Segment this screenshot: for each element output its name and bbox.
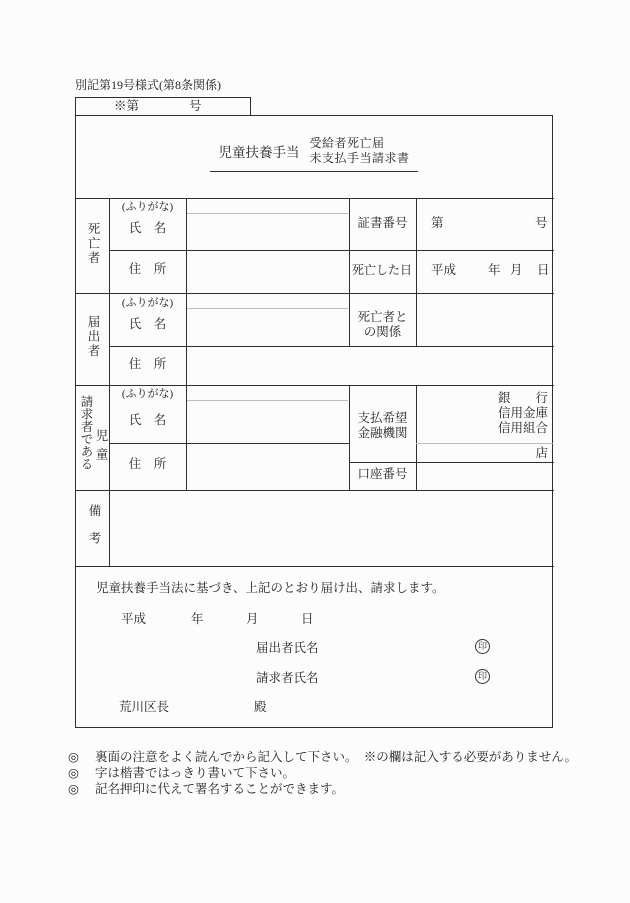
death-date-day: 日	[537, 263, 550, 277]
receipt-number-suffix: 号	[189, 99, 202, 113]
declaration-date-era: 平成	[121, 612, 147, 626]
notifier-name-label: 氏 名	[128, 317, 167, 331]
footer-note-3: ◎ 記名押印に代えて署名することができます。	[68, 782, 345, 796]
deceased-furigana-input[interactable]	[187, 199, 348, 212]
title-sub-top: 受給者死亡届	[309, 136, 385, 150]
notifier-signature-label: 届出者氏名	[256, 641, 319, 655]
deceased-furigana-label: (ふりがな)	[121, 201, 174, 213]
death-date-input[interactable]	[417, 251, 553, 292]
section-label-deceased: 死亡者	[86, 222, 100, 266]
bank-type-shinkin: 信用金庫	[497, 406, 548, 420]
notifier-furigana-input[interactable]	[187, 294, 348, 307]
footer-note-1: ◎ 裏面の注意をよく読んでから記入して下さい。 ※の欄は記入する必要がありません。	[68, 750, 578, 764]
addressee-dono: 殿	[254, 700, 267, 714]
declaration-date-input[interactable]	[136, 608, 296, 626]
claimant-address-input[interactable]	[187, 444, 348, 489]
double-circle-bullet: ◎	[68, 750, 79, 764]
receipt-number-box	[75, 97, 251, 116]
notifier-signature-input[interactable]	[326, 637, 471, 657]
title-sub	[309, 136, 409, 166]
receipt-number-prefix: ※第	[114, 99, 140, 113]
claimant-furigana-label: (ふりがな)	[121, 388, 174, 400]
bank-type-kumiai: 信用組合	[497, 421, 548, 435]
claimant-signature-label: 請求者氏名	[256, 671, 319, 685]
claimant-name-label: 氏 名	[128, 413, 167, 427]
death-date-month: 月	[510, 263, 523, 277]
title-sub-bottom: 未支払手当請求書	[309, 151, 410, 165]
addressee-label: 荒川区長	[119, 700, 170, 714]
deceased-name-label: 氏 名	[128, 221, 167, 235]
notifier-name-input[interactable]	[187, 309, 348, 345]
double-circle-bullet: ◎	[68, 766, 79, 780]
account-number-input[interactable]	[417, 463, 553, 489]
remarks-input[interactable]	[110, 491, 553, 565]
notifier-address-input[interactable]	[187, 347, 553, 384]
claimant-seal-mark: 印	[475, 669, 490, 684]
declaration-date-month: 月	[246, 612, 259, 626]
receipt-number-input[interactable]	[138, 99, 186, 115]
double-circle-bullet: ◎	[68, 782, 79, 796]
account-number-label: 口座番号	[357, 467, 408, 481]
death-date-year: 年	[488, 263, 501, 277]
notifier-address-label: 住 所	[128, 357, 167, 371]
grid-line	[76, 566, 554, 567]
deceased-address-label: 住 所	[128, 262, 167, 276]
relation-input[interactable]	[417, 294, 553, 345]
section-label-notifier: 届出者	[86, 315, 100, 359]
footer-note-2: ◎ 字は楷書ではっきり書いて下さい。	[68, 766, 296, 780]
declaration-statement: 児童扶養手当法に基づき、上記のとおり届け出、請求します。	[96, 581, 445, 595]
section-label-claimant: 請求者である	[79, 395, 93, 470]
claimant-name-input[interactable]	[187, 401, 348, 442]
declaration-date-year: 年	[191, 612, 204, 626]
bank-type-bank: 銀 行	[497, 391, 548, 405]
branch-label: 店	[535, 446, 548, 460]
notifier-seal-mark: 印	[475, 639, 490, 654]
deceased-address-input[interactable]	[187, 251, 348, 292]
form-title	[76, 136, 552, 172]
branch-name-input[interactable]	[417, 444, 517, 461]
form-code: 別記第19号様式(第8条関係)	[75, 78, 221, 92]
claimant-furigana-input[interactable]	[187, 386, 348, 399]
relation-label: 死亡者と の関係	[357, 310, 408, 339]
form-table	[75, 115, 553, 728]
claimant-signature-input[interactable]	[326, 667, 471, 687]
bank-wish-label: 支払希望 金融機関	[357, 411, 408, 440]
bank-name-input[interactable]	[417, 386, 507, 442]
notifier-furigana-label: (ふりがな)	[121, 297, 174, 309]
title-main: 児童扶養手当	[218, 145, 300, 160]
death-date-era: 平成	[431, 263, 457, 277]
death-date-label: 死亡した日	[351, 263, 412, 277]
cert-number-suffix: 号	[535, 216, 548, 230]
cert-number-label: 証書番号	[357, 216, 408, 230]
form-title-underline-group	[210, 136, 417, 172]
deceased-name-input[interactable]	[187, 214, 348, 249]
claimant-address-label: 住 所	[128, 457, 167, 471]
section-label-claimant-child: 児童	[94, 429, 108, 466]
declaration-date-day: 日	[301, 612, 314, 626]
section-label-remarks: 備考	[87, 504, 101, 559]
cert-number-prefix: 第	[431, 216, 444, 230]
cert-number-input[interactable]	[417, 199, 553, 249]
